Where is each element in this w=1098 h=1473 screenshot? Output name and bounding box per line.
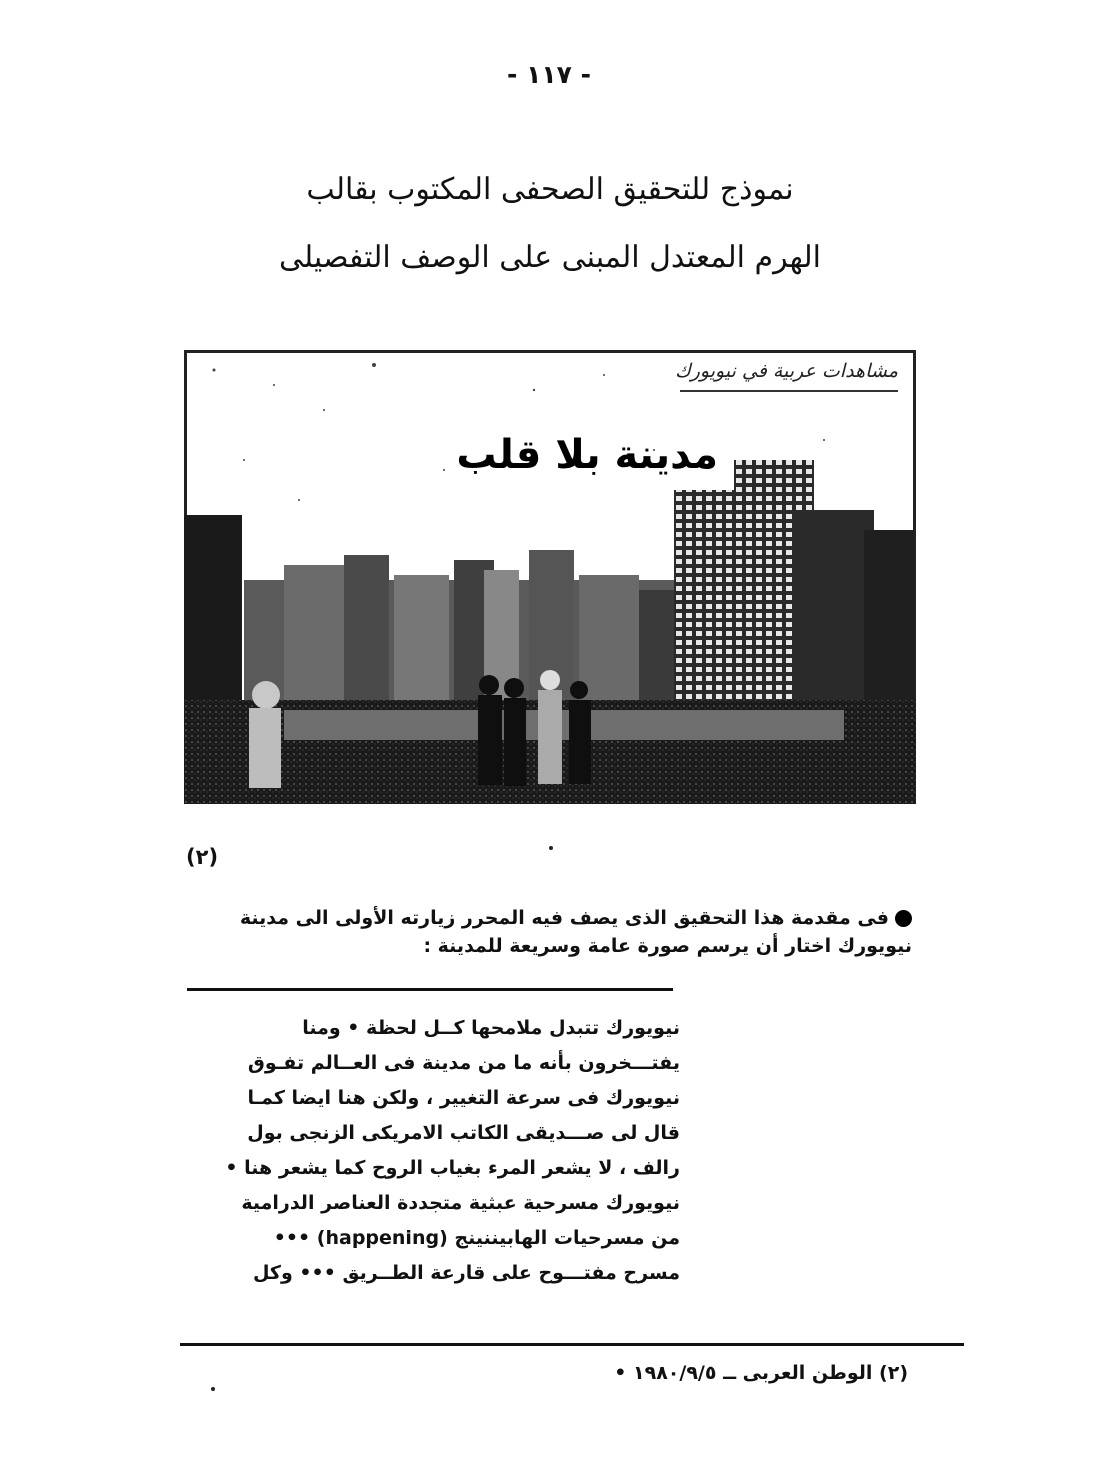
- quote-line: يفتـــخرون بأنه ما من مدينة فى العــالم تفـوق: [247, 1052, 680, 1074]
- quote-divider: [187, 988, 673, 991]
- figure-label: (٢): [186, 845, 219, 869]
- footnote: (٢) الوطن العربى ــ ١٩٨٠/٩/٥ •: [614, 1362, 908, 1384]
- intro-paragraph: [158, 904, 912, 960]
- photo-headline: مدينة بلا قلب: [456, 432, 718, 478]
- quote-line: مسرح مفتـــوح على قارعة الطــريق ••• وكل: [252, 1262, 680, 1284]
- quote-line: قال لى صـــديقى الكاتب الامريكى الزنجى بول: [247, 1122, 680, 1144]
- heading-line-1: نموذج للتحقيق الصحفى المكتوب بقالب: [306, 172, 794, 207]
- city-skyline-image: [184, 350, 916, 804]
- heading-line-2: الهرم المعتدل المبنى على الوصف التفصيلى: [279, 240, 821, 275]
- quote-line: نيويورك تتبدل ملامحها كــل لحظة • ومنا: [302, 1017, 680, 1039]
- stray-dot: [211, 1387, 215, 1391]
- quote-line: نيويورك فى سرعة التغيير ، ولكن هنا ايضا كمـا: [247, 1087, 680, 1109]
- stray-dot: [549, 846, 553, 850]
- intro-line-1-text: فى مقدمة هذا التحقيق الذى يصف فيه المحرر زيارته الأولى الى مدينة: [239, 907, 889, 929]
- quote-line: رالف ، لا يشعر المرء بغياب الروح كما يشعر هنا •: [225, 1157, 680, 1179]
- newspaper-photo: [184, 350, 916, 804]
- intro-line-1: [158, 904, 912, 932]
- photo-kicker-underline: [680, 390, 898, 392]
- intro-line-2: نيويورك اختار أن يرسم صورة عامة وسريعة للمدينة :: [423, 935, 912, 957]
- quote-line: من مسرحيات الهابيننينج (happening) •••: [273, 1227, 680, 1249]
- quote-block: [160, 1011, 680, 1291]
- photo-kicker: مشاهدات عربية في نيويورك: [675, 360, 898, 382]
- quote-line: نيويورك مسرحية عبثية متجددة العناصر الدرامية: [241, 1192, 680, 1214]
- bullet-icon: [895, 910, 912, 927]
- footnote-divider: [180, 1343, 964, 1346]
- page-number: - ١١٧ -: [507, 60, 591, 89]
